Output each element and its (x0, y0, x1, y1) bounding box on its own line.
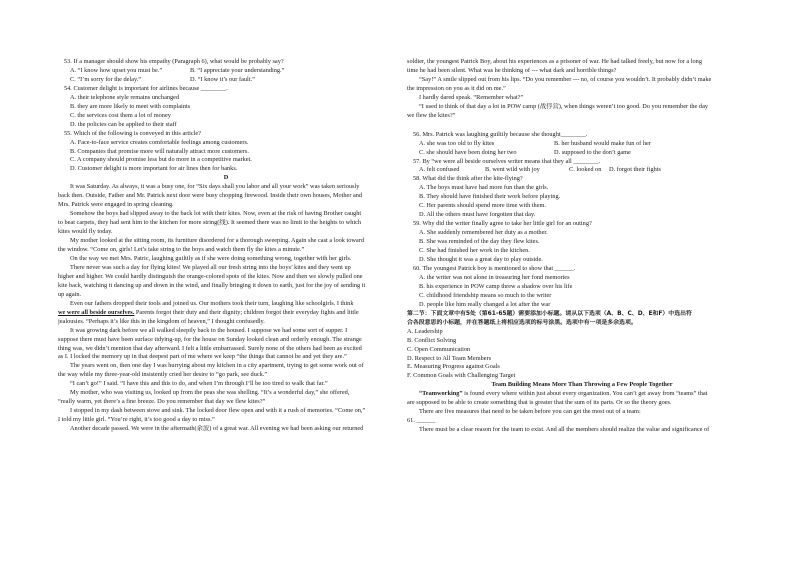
passage-line: we flew the kites?” (407, 111, 456, 119)
passage-line (58, 309, 394, 318)
article-line-text: is found every where within just about every organization. You can’t get away from “teams” that (464, 390, 708, 398)
passage-line: “really warm, yet there’s a fine breeze. Do you remember that day we flew kites?” (58, 398, 266, 406)
heading-option-c: C. Open Communication (407, 345, 471, 353)
option-55a: A. Face-to-face service creates comfortable feelings among customers. (70, 138, 249, 146)
article-line: are supposed to be able to create something that is greater that the sum of its parts. Or so the theory goes. (407, 399, 672, 407)
article-title: Team Building Means More Than Throwing a Few People Together (491, 381, 673, 389)
passage-line: suppose there must have been surface tidying-up, for the house on Sunday looked clean and orderly enough. The strange (58, 335, 362, 343)
passage-line: to beat carpets, they had sent him to the kitchen for more string(线). It seemed there was no limit to the heights to which (58, 219, 362, 227)
option-53b: B. “I appreciate your understanding.” (190, 66, 285, 74)
passage-line: My mother looked at the sitting room, its furniture disordered for a thorough sweeping. Again she cast a look toward (70, 237, 364, 245)
heading-option-f: F. Common Goals with Challenging Target (407, 372, 516, 380)
passage-line: as I. I locked the memory up in that deepest part of me where we keep “the things that cannot be and yet they are.” (58, 353, 347, 361)
question-57-options (407, 166, 757, 175)
question-60-stem: 60. The youngest Patrick boy is mentioned to show that ______. (413, 264, 576, 272)
option-55c: C. A company should promise less but do more in a competitive market. (70, 156, 252, 164)
passage-line: thing was, we didn’t mention that day afterward. I felt a little embarrassed. Surely none of the others had been as excited (58, 344, 362, 352)
question-53-stem: 53. If a manager should show his empathy (Paragraph 6), what would be probably say? (64, 58, 284, 65)
passage-line: Another decade passed. We were in the aftermath(余波) of a great war. All evening we had been asking our returned (70, 425, 364, 433)
question-59-stem: 59. Why did the writer finally agree to take her little girl for an outing? (413, 220, 592, 228)
passage-line: Mrs. Patrick were engaged in spring cleaning. (58, 201, 174, 209)
spacer (407, 121, 757, 131)
option-58a: A. The boys must have had more fun than the girls. (419, 184, 549, 192)
question-56-options-cd (407, 149, 757, 158)
heading-option-e: E. Measuring Progress against Goals (407, 363, 500, 371)
passage-line: “I can’t go!” I said. “I have this and this to do, and when I’m through I’ll be too tired to walk that far.” (70, 380, 328, 388)
passage-line: The years went on, then one day I was hurrying about my kitchen in a city apartment, trying to get some work out of (70, 362, 364, 370)
option-60c: C. childhood friendship means so much to the writer (419, 291, 552, 299)
option-60b: B. his experience in POW camp threw a shadow over his life (419, 282, 573, 290)
option-58c: C. Her parents should spend more time with them. (419, 202, 546, 210)
passage-line: jealousies. “Perhaps it’s like this in the kingdom of heaven,” I thought confusedly. (58, 317, 265, 325)
passage-line: higher and higher. We could hardly distinguish the orange-colored spots of the kites. Now and then we slowly pulled one (58, 272, 363, 280)
option-57b: B. went wild with joy (485, 166, 540, 174)
section-2-instructions: 第二节：下面文章中有5处（第61-65题）需要添加小标题。请从以下选项（A、B、C、D、E和F）中选出符 (407, 310, 692, 317)
question-55-stem: 55. Which of the following is conveyed in this article? (64, 129, 201, 137)
article-line (407, 390, 757, 399)
option-54a: A. their telephone style remains unchanged (70, 93, 180, 101)
passage-line: It was Saturday. As always, it was a busy one, for “Six days shall you labor and all your work” was taken seriously (70, 183, 360, 191)
question-54-stem: 54. Customer delight is important for airlines because ________. (64, 84, 228, 92)
option-59b: B. She was reminded of the day they flew kites. (419, 238, 540, 246)
passage-line: I stopped in my dash between stove and sink. The locked door flew open and with it a rush of memories. “Come on,” (70, 407, 366, 415)
section-2-instructions: 合各段意思的小标题，并在答题纸上将相应选项的标号涂黑。选项中有一项是多余选项。 (407, 319, 637, 326)
passage-line: the window. “Come on, girls! Let’s take string to the boys and watch them fly the kites a minute.” (58, 246, 305, 254)
passage-line: soldier, the youngest Patrick Boy, about his experiences as a prisoner of war. He had talked freely, but now for a long (407, 58, 702, 65)
passage-line: the way while my three-year-old insistently cried her desire to “go park, see duck.” (58, 371, 268, 379)
passage-line: “Say!” A smile slipped out from his lips. “Do you remember --- no, of course you wouldn’t. It probably didn’t make (419, 75, 712, 83)
passage-line: Even our fathers dropped their tools and joined us. Our mothers took their turn, laughing like schoolgirls. I think (70, 299, 354, 307)
option-60a: A. the writer was not alone in treasuring her fond memories (419, 273, 570, 281)
left-column (58, 58, 394, 434)
passage-line: Somehow the boys had slipped away to the back lot with their kites. Now, even at the risk of having Brother caught (70, 210, 362, 218)
option-57a: A. felt confused (419, 166, 460, 174)
question-58-stem: 58. What did the think after the kite-flying? (413, 175, 523, 183)
option-58b: B. They should have finished their work before playing. (419, 193, 561, 201)
passage-line: kites would fly today. (58, 228, 113, 236)
article-line: There must be a clear reason for the team to exist. And all the members should realize the value and significance of (419, 426, 710, 434)
option-59c: C. She had finished her work in the kitchen. (419, 247, 530, 255)
passage-line: kite back, watching it dancing up and down in the wind, and finally bringing it down to earth, just for the joy of sending it (58, 281, 366, 289)
option-59d: D. She thought it was a great day to play outside. (419, 256, 543, 264)
question-57-stem: 57. By “we were all beside ourselves writer means that they all ________. (413, 157, 601, 165)
passage-line: On the way we met Mrs. Patric, laughing guiltily as if she were doing something wrong, together with her girls. (70, 254, 352, 262)
option-60d: D. people like him really changed a lot after the war (419, 300, 551, 308)
option-59a: A. She suddenly remembered her duty as a mother. (419, 229, 548, 237)
option-54d: D. the policies can be applied to their staff (70, 120, 177, 128)
option-57c: C. looked on (569, 166, 602, 174)
option-54b: B. they are more likely to meet with complaints (70, 102, 191, 110)
passage-line: My mother, who was visiting us, looked up from the peas she was shelling. “It’s a wonderful day,” she offered, (70, 389, 350, 397)
passage-line: I told my little girl. “You’re right, it’s too good a day to miss.” (58, 416, 215, 424)
question-61-blank: 61. ______ (407, 417, 436, 425)
question-53-options-ab (58, 67, 394, 76)
heading-option-d: D. Respect to All Team Members (407, 354, 492, 362)
heading-option-b: B. Conflict Solving (407, 336, 457, 344)
passage-line-text: Parents forgot their duty and their dignity; children forgot their everyday fights and little (135, 308, 359, 316)
option-53d: D. “I know it’s our fault.” (190, 75, 255, 83)
option-56a: A. she was too old to fly kites (419, 139, 495, 147)
right-column (407, 58, 757, 435)
option-58d: D. All the others must have forgotten that day. (419, 211, 536, 219)
underlined-phrase: we were all beside ourselves. (58, 308, 135, 316)
option-55b: B. Companies that promise more will naturally attract more customers. (70, 147, 249, 155)
option-54c: C. the services cost them a lot of money (70, 111, 171, 119)
passage-line: up again. (58, 290, 82, 298)
option-53c: C. “I’m sorry for the delay.” (70, 75, 142, 83)
question-53-options-cd (58, 76, 394, 85)
option-56d: D. supposed to the don’t game (554, 148, 631, 156)
section-d-heading: D (223, 174, 229, 182)
passage-line: time he had been silent. What was he thinking of --- what dark and horrible things? (407, 66, 617, 74)
option-56c: C. she should have been doing her two (419, 148, 517, 156)
passage-line: back then. Outside, Father and Mr. Patrick next door were busy chopping firewood. Inside their own houses, Mother and (58, 192, 363, 200)
question-56-options-ab (407, 140, 757, 149)
passage-line: the impression on you as it did on me.” (407, 84, 506, 92)
question-56-stem: 56. Mrs. Patrick was laughing guiltily because she thought________. (413, 130, 588, 138)
option-56b: B. her husband would make fun of her (554, 139, 651, 147)
passage-line: It was growing dark before we all walked sleepily back to the housed. I suppose we had some sort of supper. I (70, 326, 348, 334)
article-line: There are five measures that need to be taken before you can get the most out of a team: (419, 408, 641, 416)
passage-line: There never was such a day for flying kites! We played all our fresh string into the boys’ kites and they went up (70, 263, 351, 271)
option-57d: D. forgot their fights (609, 166, 662, 174)
passage-line: I hardly dared speak. “Remember what?” (419, 93, 524, 101)
article-lead-term: “Teamworking” (419, 390, 463, 398)
option-53a: A. “I know how upset you must be.” (70, 66, 163, 74)
option-55d: D. Customer delight is more important for air lines then for banks. (70, 165, 238, 173)
passage-line: “I used to think of that day a lot in POW camp (战俘营), when things weren’t too good. Do you remember the day (419, 102, 709, 110)
heading-option-a: A. Leadership (407, 327, 443, 335)
